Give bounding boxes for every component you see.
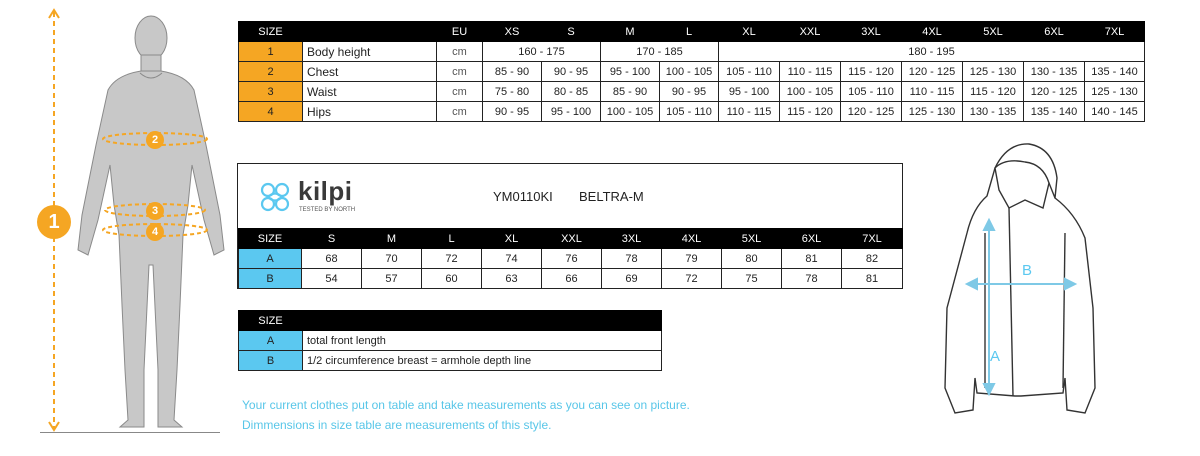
header-cell: XL [482, 229, 542, 249]
row-number: 3 [239, 82, 303, 102]
table-cell: 120 - 125 [841, 102, 902, 122]
note-line-1: Your current clothes put on table and take measurements as you can see on picture. [242, 398, 690, 412]
table-cell: 100 - 105 [601, 102, 660, 122]
header-cell: 5XL [722, 229, 782, 249]
table-cell: 80 [722, 249, 782, 269]
table-cell: 81 [782, 249, 842, 269]
table-cell: 90 - 95 [542, 62, 601, 82]
table-cell: 125 - 130 [902, 102, 963, 122]
table-cell: 135 - 140 [1024, 102, 1085, 122]
header-cell: 7XL [842, 229, 903, 249]
legend-desc: 1/2 circumference breast = armhole depth line [303, 351, 662, 371]
table-cell: 80 - 85 [542, 82, 601, 102]
table-cell: 70 [362, 249, 422, 269]
table-cell: 74 [482, 249, 542, 269]
table-cell: 140 - 145 [1085, 102, 1145, 122]
table-cell: 85 - 90 [601, 82, 660, 102]
header-cell: 6XL [782, 229, 842, 249]
header-cell: 3XL [602, 229, 662, 249]
header-cell: L [660, 22, 719, 42]
header-cell: M [362, 229, 422, 249]
table-row [239, 351, 662, 371]
table-row [239, 42, 1145, 62]
header-cell: L [422, 229, 482, 249]
table-cell: 57 [362, 269, 422, 289]
row-key: B [239, 351, 303, 371]
table-cell: 110 - 115 [780, 62, 841, 82]
table-cell: 125 - 130 [963, 62, 1024, 82]
header-cell: XS [483, 22, 542, 42]
table-cell: 130 - 135 [963, 102, 1024, 122]
row-key: B [239, 269, 302, 289]
header-cell: 4XL [902, 22, 963, 42]
table-cell: 75 [722, 269, 782, 289]
table-cell: 76 [542, 249, 602, 269]
table-row [239, 102, 1145, 122]
header-cell: SIZE [239, 311, 303, 331]
table-cell: 100 - 105 [780, 82, 841, 102]
table-cell: 100 - 105 [660, 62, 719, 82]
header-cell: 6XL [1024, 22, 1085, 42]
legend-header [239, 311, 662, 331]
row-number: 4 [239, 102, 303, 122]
table-cell: 68 [302, 249, 362, 269]
table-cell: 115 - 120 [963, 82, 1024, 102]
header-cell: S [302, 229, 362, 249]
header-cell: SIZE [239, 22, 303, 42]
table-cell: 105 - 110 [841, 82, 902, 102]
row-number: 2 [239, 62, 303, 82]
table-cell: 160 - 175 [483, 42, 601, 62]
table-row [239, 269, 903, 289]
table-cell: 135 - 140 [1085, 62, 1145, 82]
row-label: Body height [303, 42, 437, 62]
table-cell: 115 - 120 [841, 62, 902, 82]
row-key: A [239, 249, 302, 269]
kilpi-logo-icon [255, 177, 295, 217]
table-cell: 81 [842, 269, 903, 289]
table-row [239, 249, 903, 269]
table-cell: 115 - 120 [780, 102, 841, 122]
table-cell: 54 [302, 269, 362, 289]
table-cell: 120 - 125 [902, 62, 963, 82]
row-label: Chest [303, 62, 437, 82]
table-row [239, 62, 1145, 82]
header-cell: 5XL [963, 22, 1024, 42]
table-cell: 125 - 130 [1085, 82, 1145, 102]
garment-size-table [238, 228, 903, 289]
table-cell: 82 [842, 249, 903, 269]
table-cell: 72 [662, 269, 722, 289]
note-line-2: Dimmensions in size table are measurements of this style. [242, 418, 552, 432]
table-cell: 95 - 100 [601, 62, 660, 82]
legend-desc: total front length [303, 331, 662, 351]
header-cell [303, 22, 437, 42]
brand-name: kilpi [298, 176, 353, 206]
row-key: A [239, 331, 303, 351]
product-code: YM0110KI [493, 189, 553, 204]
table-cell: 78 [602, 249, 662, 269]
table-cell: 85 - 90 [483, 62, 542, 82]
jacket-label-a: A [990, 348, 1001, 365]
table-cell: 105 - 110 [660, 102, 719, 122]
header-cell: S [542, 22, 601, 42]
header-cell: XXL [780, 22, 841, 42]
table-cell: 170 - 185 [601, 42, 719, 62]
table-cell: 60 [422, 269, 482, 289]
body-size-table [238, 21, 1145, 122]
table-cell: 75 - 80 [483, 82, 542, 102]
table-cell: 110 - 115 [902, 82, 963, 102]
header-cell: XXL [542, 229, 602, 249]
floor-line [40, 432, 220, 433]
header-cell: 7XL [1085, 22, 1145, 42]
size-table-header [239, 22, 1145, 42]
jacket-drawing [925, 138, 1125, 423]
table-cell: 95 - 100 [542, 102, 601, 122]
table-cell: 63 [482, 269, 542, 289]
header-cell: EU [437, 22, 483, 42]
table-cell: 130 - 135 [1024, 62, 1085, 82]
row-unit: cm [437, 102, 483, 122]
header-cell: M [601, 22, 660, 42]
garment-table-header [239, 229, 903, 249]
brand-tagline: TESTED BY NORTH [299, 207, 356, 213]
table-cell: 95 - 100 [719, 82, 780, 102]
row-unit: cm [437, 62, 483, 82]
table-cell: 90 - 95 [483, 102, 542, 122]
table-row [239, 331, 662, 351]
table-cell: 69 [602, 269, 662, 289]
table-row [239, 82, 1145, 102]
table-cell: 90 - 95 [660, 82, 719, 102]
row-number: 1 [239, 42, 303, 62]
table-cell: 66 [542, 269, 602, 289]
table-cell: 110 - 115 [719, 102, 780, 122]
product-model: BELTRA-M [579, 189, 644, 204]
measure-circle-2: 2 [146, 131, 164, 149]
measure-circle-1: 1 [37, 205, 71, 239]
header-cell: XL [719, 22, 780, 42]
row-label: Hips [303, 102, 437, 122]
table-cell: 180 - 195 [719, 42, 1145, 62]
measure-circle-3: 3 [146, 202, 164, 220]
row-unit: cm [437, 42, 483, 62]
header-cell: 3XL [841, 22, 902, 42]
table-cell: 78 [782, 269, 842, 289]
row-label: Waist [303, 82, 437, 102]
table-cell: 72 [422, 249, 482, 269]
header-cell [303, 311, 662, 331]
jacket-label-b: B [1022, 262, 1033, 279]
table-cell: 79 [662, 249, 722, 269]
table-cell: 120 - 125 [1024, 82, 1085, 102]
table-cell: 105 - 110 [719, 62, 780, 82]
measurement-legend-table [238, 310, 662, 371]
header-cell: 4XL [662, 229, 722, 249]
measure-circle-4: 4 [146, 223, 164, 241]
row-unit: cm [437, 82, 483, 102]
header-cell: SIZE [239, 229, 302, 249]
